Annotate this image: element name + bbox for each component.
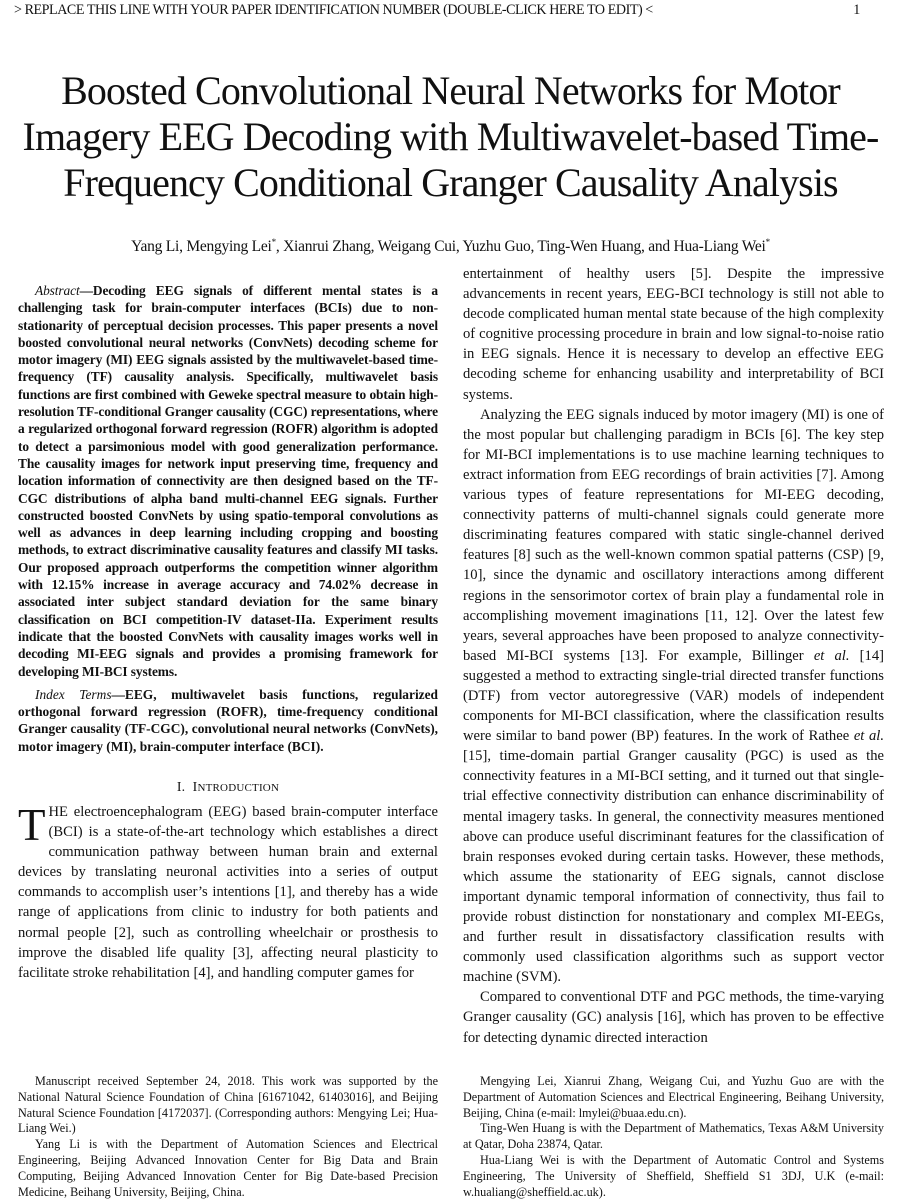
intro-paragraph-1-continued: entertainment of healthy users [5]. Despite the impressive advancements in recent years, EEG-BCI technology is still not able to decode complicated human mental state because of the high complexity of cognitive processing procedure in brain and low signal-to-noise ratio in EEG signals. Hence it is necessary to develop an effective EEG decoding scheme for enhancing usability and interpretability of BCI systems. bbox=[463, 266, 884, 403]
intro-paragraph-2 bbox=[463, 405, 884, 988]
section-number: I. bbox=[176, 779, 186, 795]
footnote-affiliation-yang-li: Yang Li is with the Department of Automation Sciences and Electrical Engineering, Beijing Advanced Innovation Center for Big Data and Brain Computing, Beijing Advanced Innovation Center for Big Date-based Precision Medicine, Beihang University, Beijing, China. bbox=[18, 1137, 438, 1199]
section-title-initial: I bbox=[192, 779, 198, 795]
authors-part-1: Yang Li, Mengying Lei bbox=[131, 238, 272, 255]
page-number: 1 bbox=[853, 2, 860, 18]
intro-paragraph-3: Compared to conventional DTF and PGC methods, the time-varying Granger causality (GC) analysis [16], which has proven to be effective for detecting dynamic directed interaction bbox=[463, 989, 884, 1046]
index-terms-label: Index Terms bbox=[35, 686, 112, 702]
footnote-affiliation-wei: Hua-Liang Wei is with the Department of Automatic Control and Systems Engineering, The University of Sheffield, Sheffield S1 3DJ, U.K (e-mail: w.hualiang@sheffield.ac.uk). bbox=[463, 1152, 884, 1199]
drop-cap: T bbox=[18, 800, 46, 851]
index-terms bbox=[18, 686, 438, 755]
running-head-text: > REPLACE THIS LINE WITH YOUR PAPER IDENTIFICATION NUMBER (DOUBLE-CLICK HERE TO EDIT) < bbox=[14, 2, 653, 18]
title-line-1: Boosted Convolutional Neural Networks for Motor bbox=[61, 68, 840, 113]
right-column bbox=[463, 264, 884, 1048]
corresponding-mark: * bbox=[765, 237, 770, 247]
abstract bbox=[18, 282, 438, 680]
abstract-dash: — bbox=[79, 283, 93, 298]
left-column bbox=[18, 264, 438, 983]
section-heading-introduction bbox=[18, 777, 438, 798]
footnote-affiliation-huang: Ting-Wen Huang is with the Department of Mathematics, Texas A&M University at Qatar, Doha 23874, Qatar. bbox=[463, 1121, 884, 1152]
abstract-text: Decoding EEG signals of different mental states is a challenging task for brain-computer interfaces (BCIs) due to non-stationarity of perceptual decision processes. This paper presents a novel boosted convolutional neural networks (ConvNets) decoding scheme for motor imagery (MI) EEG signals assisted by the multiwavelet-based time-frequency (TF) causality analysis. Specifically, multiwavelet basis functions are first combined with Geweke spectral measure to obtain high-resolution TF-conditional Granger causality (CGC) representations, where a regularized orthogonal forward regression (ROFR) algorithm is adopted to detect a parsimonious model with good generalization performance. The causality images for network input preserving time, frequency and location information of connectivity are then designed based on the TF-CGC distributions of alpha band multi-channel EEG signals. Further constructed boosted ConvNets by using spatio-temporal convolutions as well as advances in deep learning including cropping and boosting methods, to extract discriminative causality features and classify MI tasks. Our proposed approach outperforms the competition winner algorithm with 12.15% increase in average accuracy and 74.02% decrease in associated inter subject standard deviation for the same binary classification on BCI competition-IV dataset-IIa. Experiment results indicate that the boosted ConvNets with causality images works well in decoding MI-EEG signals and provides a promising framework for developing MI-BCI systems. bbox=[18, 283, 438, 679]
paper-title bbox=[0, 68, 901, 206]
citation-etal: et al. bbox=[813, 647, 850, 664]
author-list bbox=[0, 232, 901, 257]
footnote-affiliation-beihang: Mengying Lei, Xianrui Zhang, Weigang Cui, and Yuzhu Guo are with the Department of Automation Sciences and Electrical Engineering, Beihang University, Beijing, China (e-mail: lmylei@buaa.edu.cn). bbox=[463, 1074, 884, 1120]
footnote-manuscript: Manuscript received September 24, 2018. This work was supported by the National Natural Science Foundation of China [61671042, 61403016], and Beijing Natural Science Foundation [4172037]. (Corresponding authors: Mengying Lei; Hua-Liang Wei.) bbox=[18, 1074, 438, 1136]
citation-etal: et al. bbox=[853, 728, 884, 745]
footnotes-right bbox=[463, 1074, 884, 1200]
authors-part-2: , Xianrui Zhang, Weigang Cui, Yuzhu Guo, Ting-Wen Huang, and Hua-Liang Wei bbox=[275, 238, 766, 255]
intro-paragraph-2-part-a: Analyzing the EEG signals induced by motor imagery (MI) is one of the most popular but challenging paradigm in BCIs [6]. The key step for MI-BCI implementations is to use machine learning techniques to extract information from EEG recordings of brain activities [7]. Among various types of feature representations for MI-EEG decoding, connectivity patterns of multi-channel signals could generate more discriminating features compared with static single-channel derived features [8] such as the well-known common spatial patterns (CSP) [9, 10], since the dynamic and oscillatory interactions among different regions in the sensorimotor cortex of brain play a fundamental role in accomplishing movement imaginations [11, 12]. Over the latest few years, several approaches have been proposed to analyze connectivity-based MI-BCI systems [13]. For example, Billinger bbox=[463, 406, 884, 664]
intro-paragraph-2-part-b: [14] suggested a method to extracting single-trial directed transfer functions (DTF) from vector autoregressive (VAR) models of independent components for MI-BCI classification, where the classification results were similar to band power (BP) features. In the work of Rathee bbox=[463, 647, 884, 745]
section-title-rest: NTRODUCTION bbox=[197, 782, 280, 795]
intro-paragraph-1 bbox=[18, 802, 438, 983]
abstract-label: Abstract bbox=[35, 283, 80, 298]
intro-paragraph-2-part-c: [15], time-domain partial Granger causality (PGC) is used as the connectivity features in a MI-BCI setting, and it turned out that single-trial effective connectivity distribution can enhance discriminability of mental imagery tasks. In general, the connectivity measures mentioned above can produce useful discriminant features for the classification of brain responses evoked during certain tasks. However, these methods, which assume the stationarity of EEG signals, cannot disclose important dynamic temporal information of connectivity, thus fail to provide robust distinction for nonstationary and complex MI-EEGs, and further result in dissatisfactory classification results with commonly used classification algorithms such as support vector machine (SVM). bbox=[463, 748, 884, 986]
footnotes-left bbox=[18, 1074, 438, 1200]
index-terms-text: EEG, multiwavelet basis functions, regularized orthogonal forward regression (ROFR), time-frequency conditional Granger causality (TF-CGC), convolutional neural networks (ConvNets), motor imagery (MI), brain-computer interface (BCI). bbox=[18, 686, 438, 754]
corresponding-mark: * bbox=[271, 237, 276, 247]
title-line-2: Imagery EEG Decoding with Multiwavelet-based Time- bbox=[22, 114, 879, 159]
title-line-3: Frequency Conditional Granger Causality Analysis bbox=[63, 160, 838, 205]
index-terms-dash: — bbox=[111, 686, 125, 702]
running-head bbox=[14, 0, 860, 20]
intro-paragraph-1-text: HE electroencephalogram (EEG) based brain-computer interface (BCI) is a state-of-the-art technology which establishes a direct communication pathway between human brain and external devices by translating neuronal activities into a series of output commands to accomplish user’s intentions [1], and thereby has a wide range of applications from clinic to industry for both patients and normal people [2], such as controlling wheelchair or prosthesis to improve the disabled life quality [3], affecting neural plasticity to facilitate stroke rehabilitation [4], and handling computer games for bbox=[18, 804, 438, 981]
